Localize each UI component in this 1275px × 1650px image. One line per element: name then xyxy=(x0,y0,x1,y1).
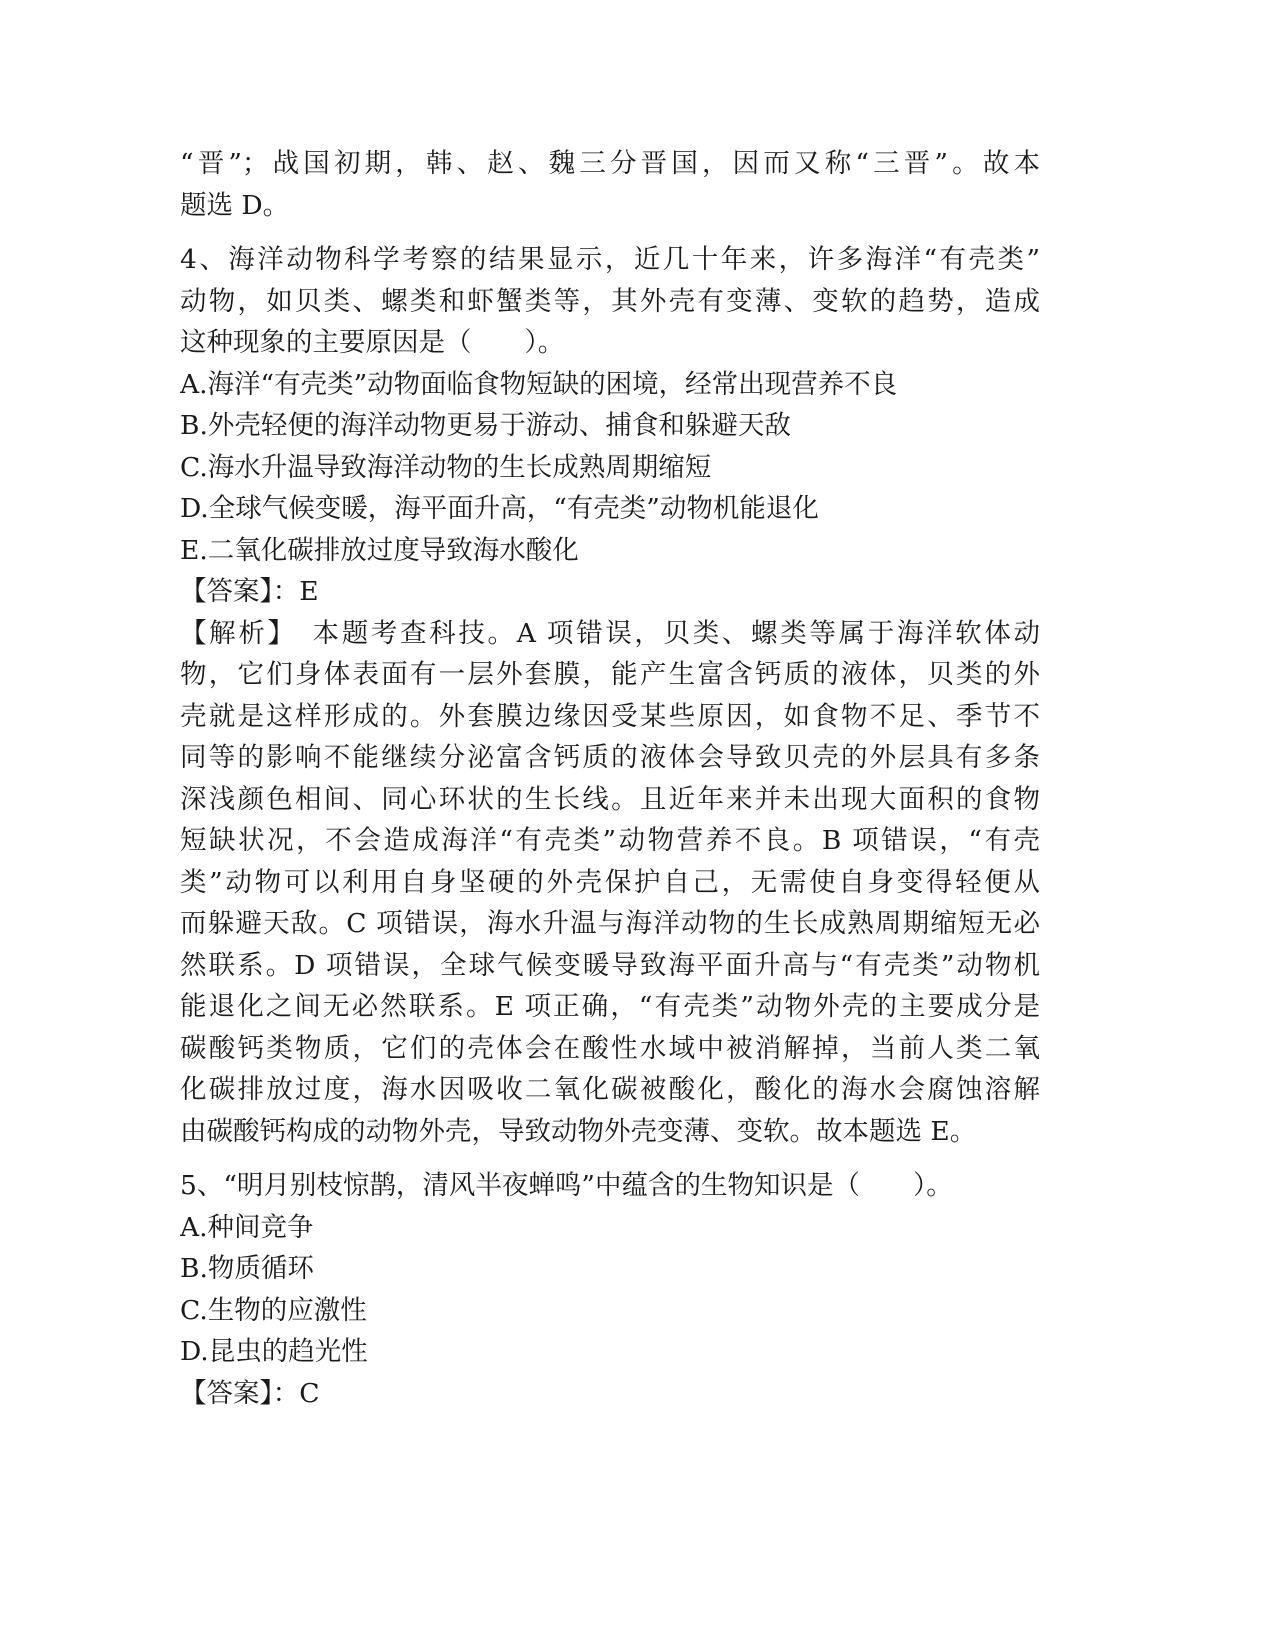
q4-answer: 【答案】：E xyxy=(180,576,319,607)
q4-analysis-line-13: 由碳酸钙构成的动物外壳，导致动物外壳变薄、变软。故本题选 E。 xyxy=(180,1115,977,1147)
q4-option-b: B.外壳轻便的海洋动物更易于游动、捕食和躲避天敌 xyxy=(180,410,791,441)
prev-analysis-line-2: 题选 D。 xyxy=(180,189,290,221)
spacer xyxy=(180,226,1040,239)
q4-analysis-line-11: 碳酸钙类物质，它们的壳体会在酸性水域中被消解掉，当前人类二氧 xyxy=(180,1032,1040,1064)
q4-analysis-line-4: 同等的影响不能继续分泌富含钙质的液体会导致贝壳的外层具有多条 xyxy=(180,742,1040,773)
spacer xyxy=(180,1152,1040,1165)
q4-analysis-line-5: 深浅颜色相间、同心环状的生长线。且近年来并未出现大面积的食物 xyxy=(180,783,1040,815)
text-column xyxy=(180,143,1040,1414)
q4-stem-line-1: 4、海洋动物科学考察的结果显示，近几十年来，许多海洋“有壳类” xyxy=(180,244,1040,275)
q4-option-a: A.海洋“有壳类”动物面临食物短缺的困境，经常出现营养不良 xyxy=(180,368,898,400)
q5-option-a: A.种间竞争 xyxy=(180,1211,314,1243)
q5-option-c: C.生物的应激性 xyxy=(180,1294,367,1326)
q5-option-b: B.物质循环 xyxy=(180,1253,314,1284)
q4-analysis-line-7: 类”动物可以利用自身坚硬的外壳保护自己，无需使自身变得轻便从 xyxy=(180,866,1040,898)
question-5 xyxy=(180,1165,1040,1414)
q4-analysis-line-12: 化碳排放过度，海水因吸收二氧化碳被酸化，酸化的海水会腐蚀溶解 xyxy=(180,1074,1040,1105)
prev-analysis-line-1: “晋”；战国初期，韩、赵、魏三分晋国，因而又称“三晋”。故本 xyxy=(180,148,1040,179)
q5-stem-line-1: 5、“明月别枝惊鹊，清风半夜蝉鸣”中蕴含的生物知识是（ ）。 xyxy=(180,1170,953,1201)
q4-stem-line-3: 这种现象的主要原因是（ ）。 xyxy=(180,327,565,358)
q4-stem-line-2: 动物，如贝类、螺类和虾蟹类等，其外壳有变薄、变软的趋势，造成 xyxy=(180,285,1040,317)
q4-analysis-line-3: 壳就是这样形成的。外套膜边缘因受某些原因，如食物不足、季节不 xyxy=(180,700,1040,732)
q4-option-d: D.全球气候变暖，海平面升高，“有壳类”动物机能退化 xyxy=(180,493,819,524)
q4-analysis-line-10: 能退化之间无必然联系。E 项正确，“有壳类”动物外壳的主要成分是 xyxy=(180,991,1040,1022)
q4-analysis-line-8: 而躲避天敌。C 项错误，海水升温与海洋动物的生长成熟周期缩短无必 xyxy=(180,908,1040,939)
q4-analysis-line-2: 物，它们身体表面有一层外套膜，能产生富含钙质的液体，贝类的外 xyxy=(180,659,1040,690)
q5-answer: 【答案】：C xyxy=(180,1377,320,1409)
q4-analysis-line-9: 然联系。D 项错误，全球气候变暖导致海平面升高与“有壳类”动物机 xyxy=(180,949,1040,981)
q4-analysis-line-1: 【解析】 本题考查科技。A 项错误，贝类、螺类等属于海洋软体动 xyxy=(180,617,1040,649)
q4-analysis-line-6: 短缺状况，不会造成海洋“有壳类”动物营养不良。B 项错误，“有壳 xyxy=(180,825,1040,856)
question-4 xyxy=(180,239,1040,1152)
q5-option-d: D.昆虫的趋光性 xyxy=(180,1336,368,1367)
q4-option-e: E.二氧化碳排放过度导致海水酸化 xyxy=(180,534,579,566)
q4-option-c: C.海水升温导致海洋动物的生长成熟周期缩短 xyxy=(180,451,712,483)
